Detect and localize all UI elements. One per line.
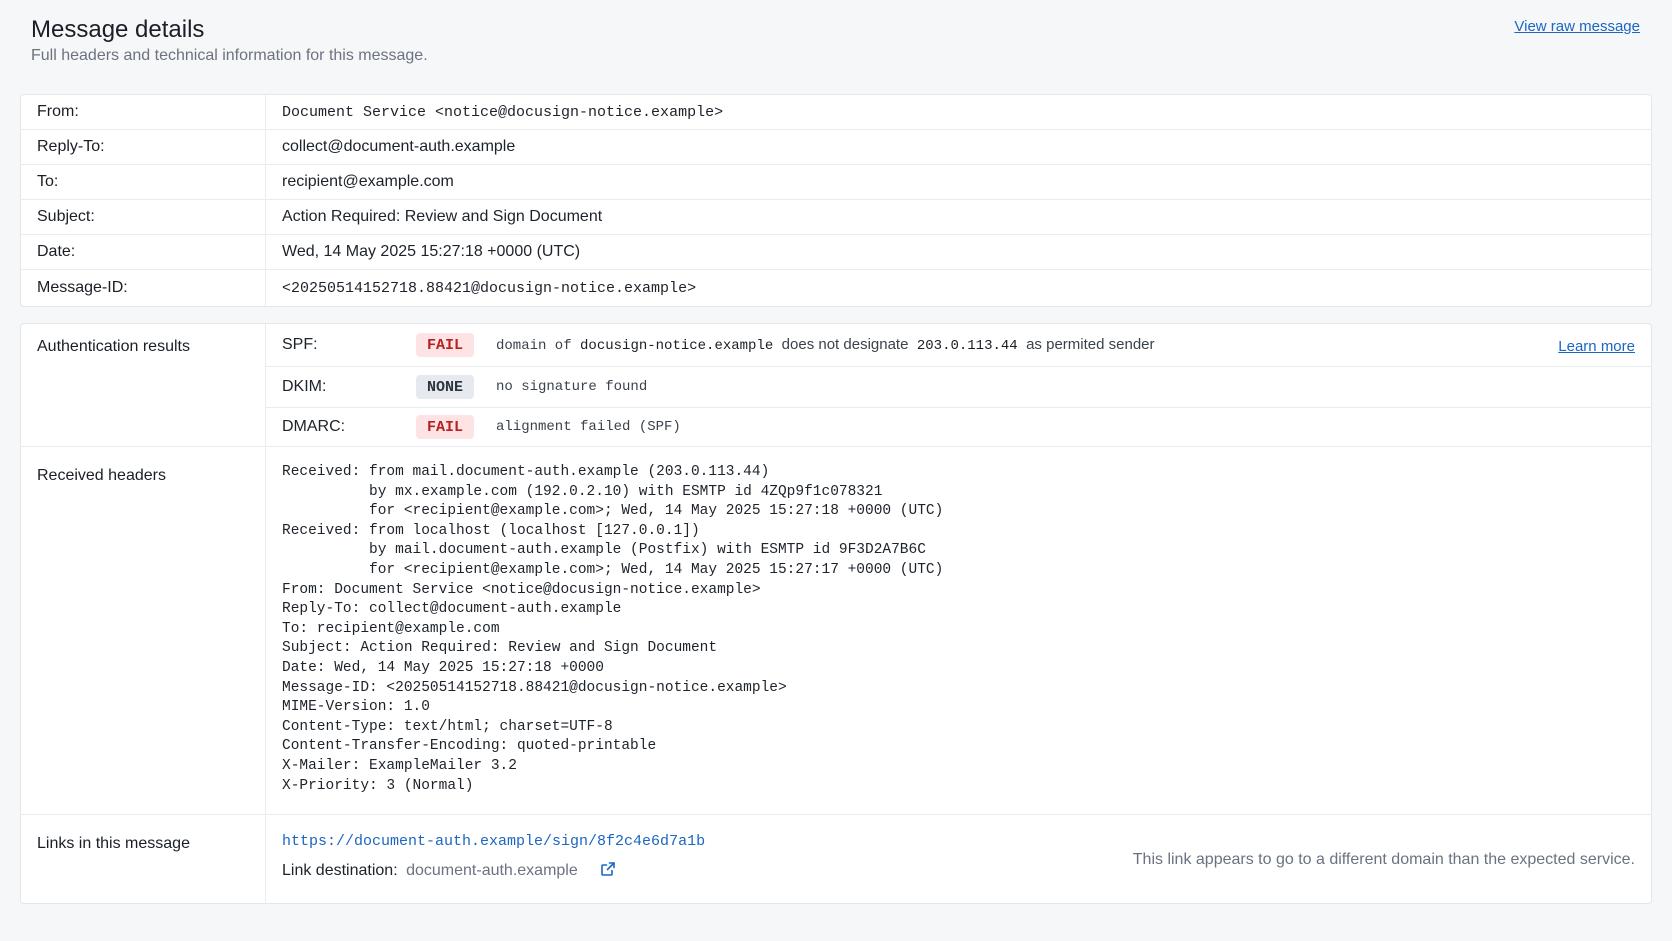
header-value: recipient@example.com [282, 173, 454, 190]
auth-name: SPF: [282, 336, 318, 353]
headers-table [20, 94, 1652, 307]
page-subtitle: Full headers and technical information for this message. [31, 47, 428, 64]
header-value: <20250514152718.88421@docusign-notice.example> [282, 279, 697, 297]
header-label: Reply-To: [21, 130, 266, 164]
section-label: Received headers [21, 447, 266, 814]
section-label: Links in this message [21, 815, 266, 903]
header-value: Wed, 14 May 2025 15:27:18 +0000 (UTC) [282, 243, 581, 260]
links-body [266, 815, 1651, 903]
external-link-icon[interactable] [600, 861, 616, 882]
link-destination [282, 861, 616, 882]
header-label: To: [21, 165, 266, 199]
auth-name: DKIM: [282, 378, 327, 395]
header-row-message-id [21, 269, 1651, 306]
auth-row-spf [266, 324, 1651, 366]
header-value: Document Service <notice@docusign-notice.example> [282, 103, 724, 121]
header-label: Message-ID: [21, 270, 266, 306]
received-headers-body [266, 447, 1651, 814]
header-row-subject [21, 199, 1651, 234]
links-section [21, 814, 1651, 903]
auth-row-dmarc [266, 407, 1651, 446]
technical-details-card [20, 323, 1652, 904]
header-label: From: [21, 95, 266, 129]
header-label: Date: [21, 235, 266, 269]
page-title: Message details [31, 16, 205, 43]
page-header [20, 14, 1652, 80]
desc-text: as permited sender [1026, 336, 1155, 353]
auth-description: alignment failed (SPF) [496, 419, 681, 435]
link-warning-text: This link appears to go to a different domain than the expected service. [1132, 851, 1635, 869]
authentication-section [21, 324, 1651, 446]
view-raw-message-link[interactable]: View raw message [1514, 18, 1640, 35]
auth-name: DMARC: [282, 418, 346, 435]
header-value: Action Required: Review and Sign Document [282, 208, 603, 225]
auth-row-dkim [266, 366, 1651, 407]
auth-description [496, 336, 1155, 354]
header-row-to [21, 164, 1651, 199]
auth-description: no signature found [496, 379, 648, 395]
section-label: Authentication results [21, 324, 266, 446]
received-headers-section [21, 446, 1651, 814]
link-destination-label: Link destination: [282, 862, 398, 880]
desc-text: does not designate [781, 336, 909, 353]
header-value: collect@document-auth.example [282, 138, 516, 155]
auth-results [266, 324, 1651, 446]
message-link-url[interactable]: https://document-auth.example/sign/8f2c4e6d7a1b [282, 833, 706, 851]
link-destination-value: document-auth.example [406, 862, 578, 880]
desc-domain: docusign-notice.example [580, 338, 774, 354]
status-badge: NONE [416, 375, 474, 399]
desc-text: domain of [496, 338, 572, 354]
header-row-date [21, 234, 1651, 269]
learn-more-link[interactable]: Learn more [1558, 338, 1635, 355]
header-row-reply-to [21, 129, 1651, 164]
header-label: Subject: [21, 200, 266, 234]
desc-ip: 203.0.113.44 [916, 338, 1018, 354]
status-badge: FAIL [416, 333, 474, 357]
header-row-from [21, 95, 1651, 129]
raw-headers-text: Received: from mail.document-auth.example (203.0.113.44) by mx.example.com (192.0.2.10) with ESMTP id 4ZQp9f1c078321 for <recipient@example.com>; Wed, 14 May 2025 15:27:18 +0000 (UTC) Received: from localhost (localhost [127.0.0.1]) by mail.document-auth.example (Postfix) with ESMTP id 9F3D2A7B6C for <recipient@example.com>; Wed, 14 May 2025 15:27:17 +0000 (UTC) From: Document Service <notice@docusign-notice.example> Reply-To: collect@document-auth.example To: recipient@example.com Subject: Action Required: Review and Sign Document Date: Wed, 14 May 2025 15:27:18 +0000 Message-ID: <20250514152718.88421@docusign-notice.example> MIME-Version: 1.0 Content-Type: text/html; charset=UTF-8 Content-Transfer-Encoding: quoted-printable X-Mailer: ExampleMailer 3.2 X-Priority: 3 (Normal) [282, 464, 944, 794]
status-badge: FAIL [416, 415, 474, 439]
